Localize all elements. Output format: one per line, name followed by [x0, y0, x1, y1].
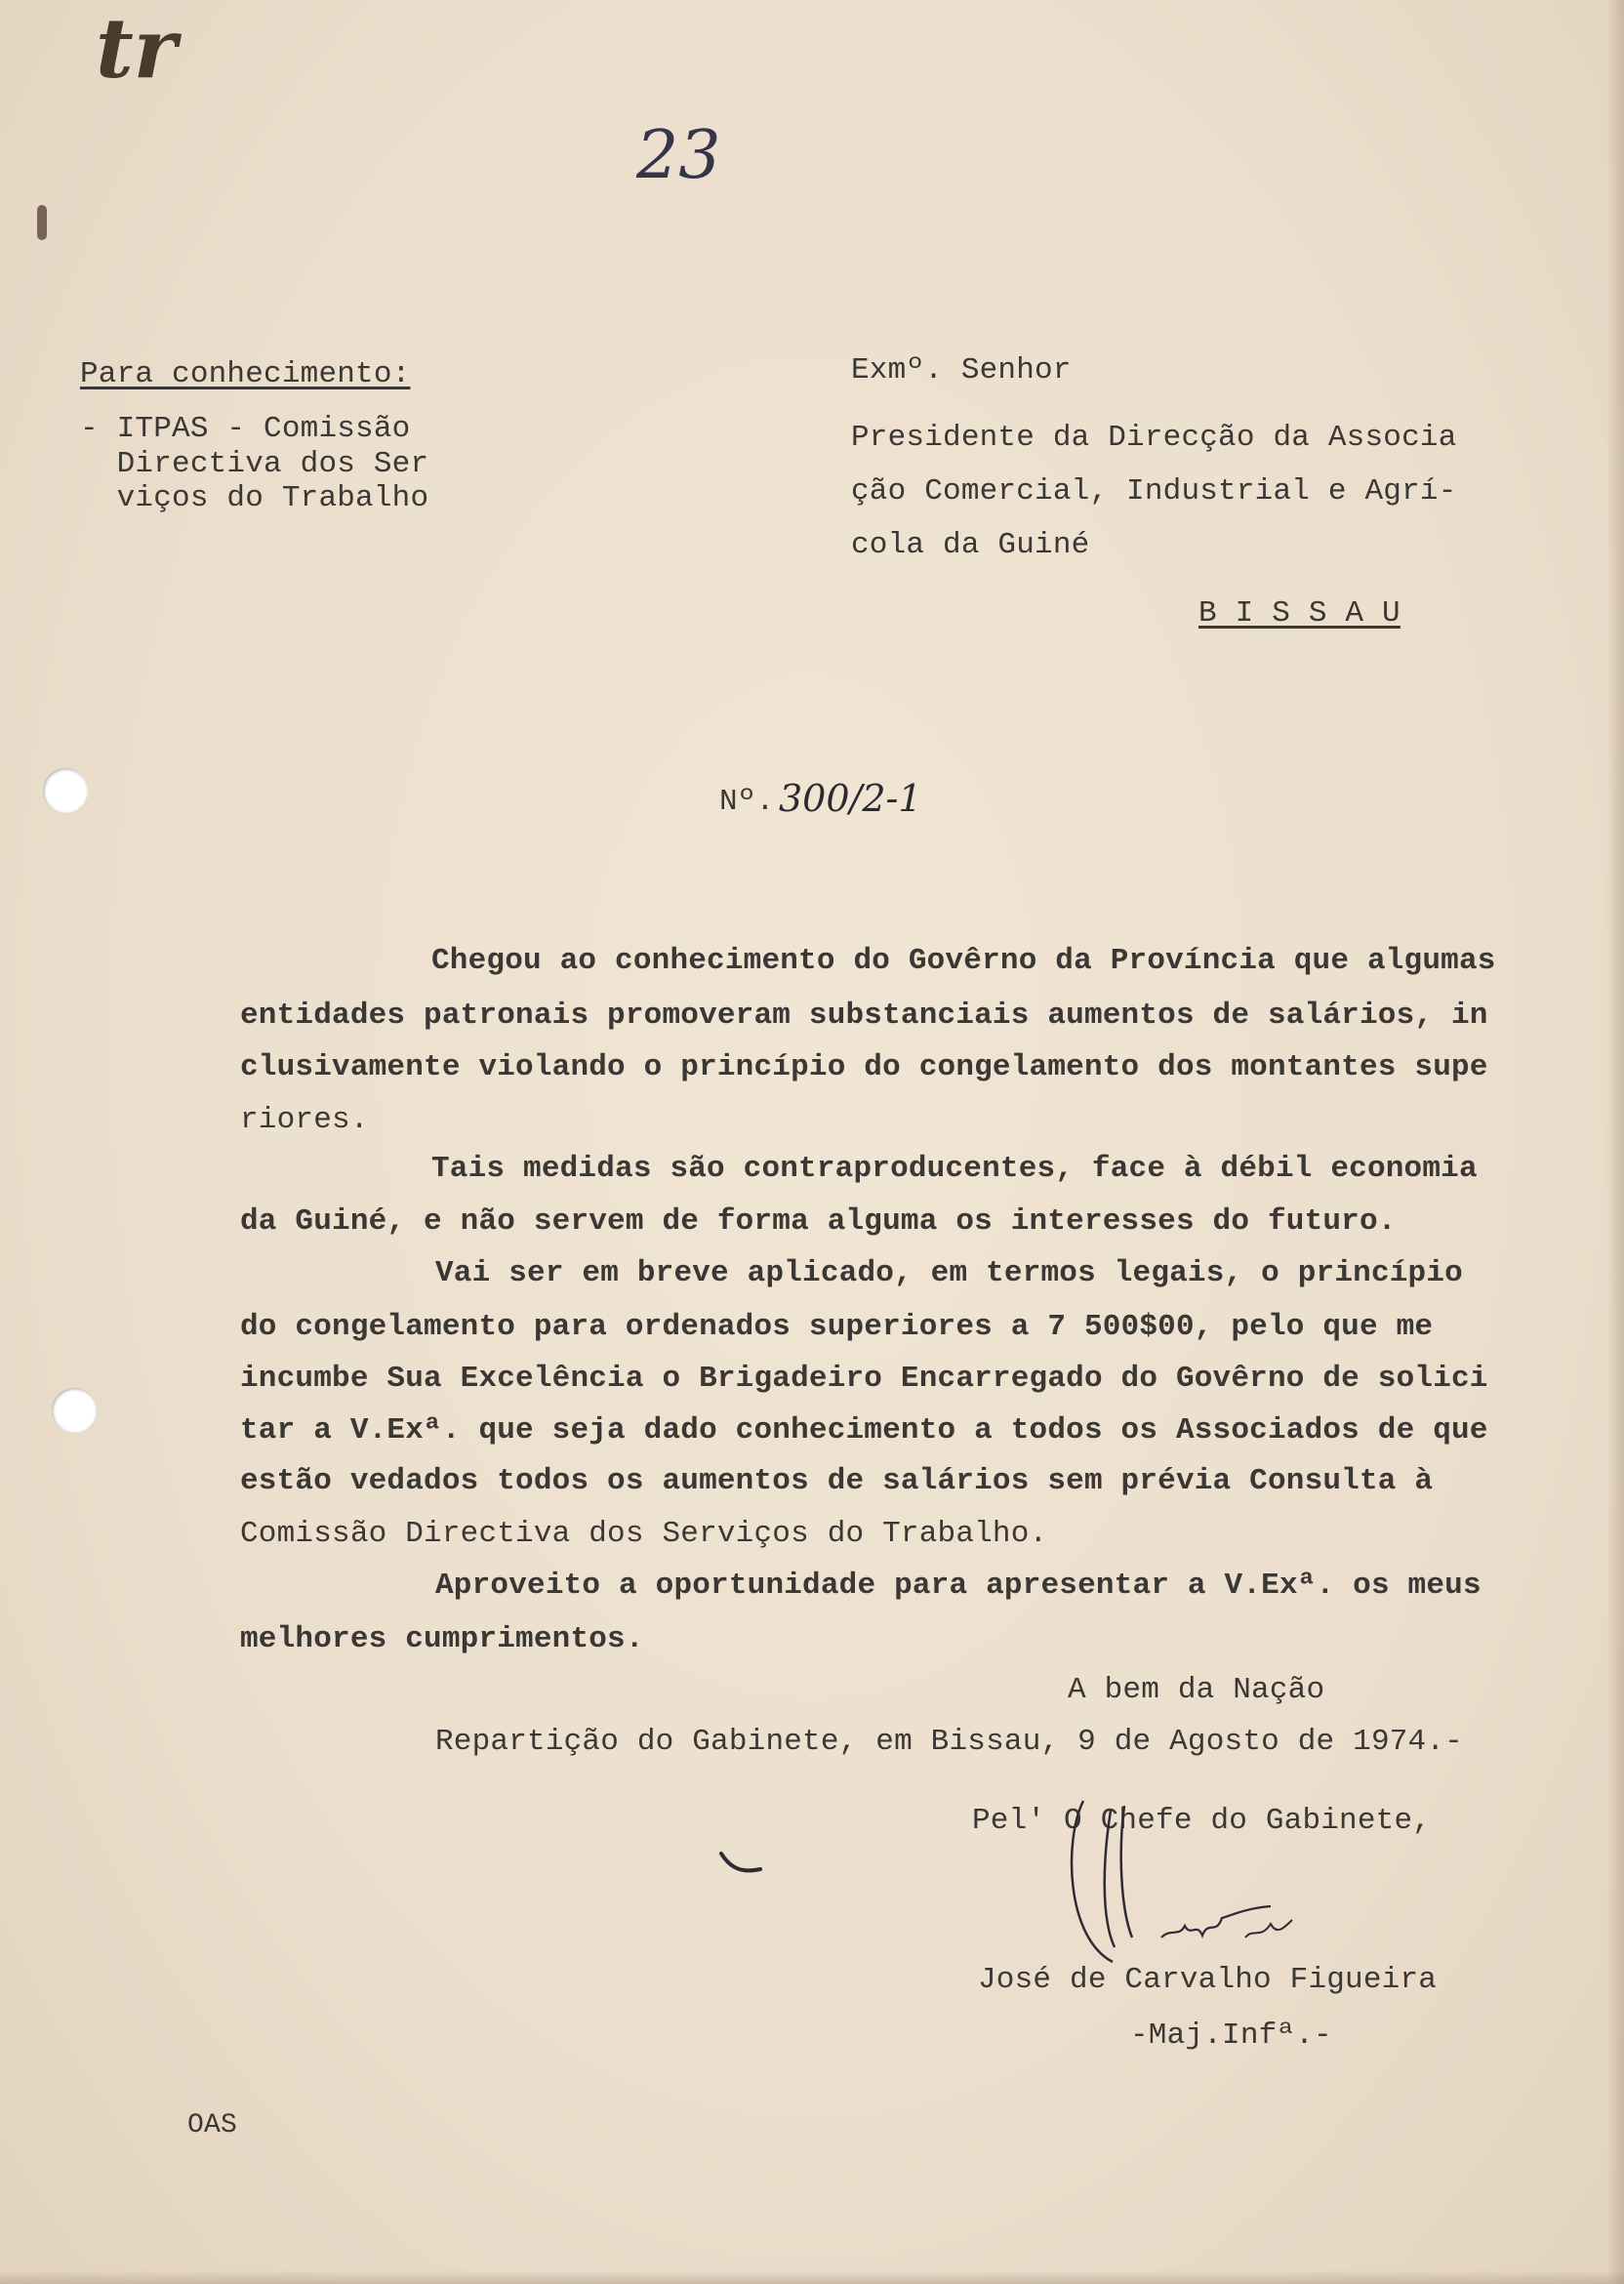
body-line-14: melhores cumprimentos. [240, 1622, 644, 1656]
signatory-rank: -Maj.Infª.- [1130, 2019, 1332, 2053]
addressee-line-3: cola da Guiné [851, 528, 1090, 562]
addressee-salutation: Exmº. Senhor [851, 353, 1072, 387]
distribution-line-2: Directiva dos Ser [80, 447, 429, 481]
typist-initials: OAS [187, 2110, 238, 2141]
body-line-9: incumbe Sua Excelência o Brigadeiro Encarregado do Govêrno de solici [240, 1362, 1488, 1396]
punch-hole-bottom [52, 1388, 97, 1433]
body-line-12: Comissão Directiva dos Serviços do Trabalho. [240, 1517, 1048, 1551]
archive-mark: tr [96, 0, 178, 97]
addressee-line-2: ção Comercial, Industrial e Agrí- [851, 474, 1457, 509]
distribution-line-1: - ITPAS - Comissão [80, 412, 411, 446]
body-line-4: riores. [240, 1103, 369, 1137]
place-date: Repartição do Gabinete, em Bissau, 9 de Agosto de 1974.- [435, 1725, 1463, 1759]
body-line-3: clusivamente violando o princípio do congelamento dos montantes supe [240, 1050, 1488, 1084]
body-line-7: Vai ser em breve aplicado, em termos legais, o princípio [435, 1256, 1463, 1290]
signatory-name: José de Carvalho Figueira [978, 1963, 1438, 1997]
punch-hole-top [43, 768, 88, 813]
distribution-line-3: viços do Trabalho [80, 481, 429, 515]
body-line-11: estão vedados todos os aumentos de salários sem prévia Consulta à [240, 1464, 1434, 1498]
addressee-line-1: Presidente da Direcção da Associa [851, 421, 1457, 455]
ink-blot [37, 205, 47, 240]
handwritten-signature [1054, 1791, 1347, 1977]
body-line-6: da Guiné, e não servem de forma alguma os interesses do futuro. [240, 1204, 1397, 1239]
paper-bottom-shadow [0, 2270, 1624, 2284]
body-line-13: Aproveito a oportunidade para apresentar a V.Exª. os meus [435, 1569, 1482, 1603]
closing-formula: A bem da Nação [1068, 1673, 1325, 1707]
paper-edge-shadow [1606, 0, 1624, 2284]
pen-mark [717, 1850, 766, 1879]
body-line-2: entidades patronais promoveram substanciais aumentos de salários, in [240, 999, 1488, 1033]
folio-number: 23 [636, 117, 721, 194]
body-line-1: Chegou ao conhecimento do Govêrno da Província que algumas [431, 944, 1496, 978]
body-line-8: do congelamento para ordenados superiores a 7 500$00, pelo que me [240, 1310, 1434, 1344]
addressee-city: B I S S A U [1198, 596, 1401, 631]
body-line-10: tar a V.Exª. que seja dado conhecimento a todos os Associados de que [240, 1413, 1488, 1448]
reference-prefix: Nº. [719, 785, 775, 819]
body-line-5: Tais medidas são contraproducentes, face à débil economia [431, 1152, 1478, 1186]
reference-number: 300/2-1 [779, 777, 922, 820]
distribution-heading: Para conhecimento: [80, 357, 411, 391]
signature-title: Pel' O Chefe do Gabinete, [972, 1804, 1432, 1838]
